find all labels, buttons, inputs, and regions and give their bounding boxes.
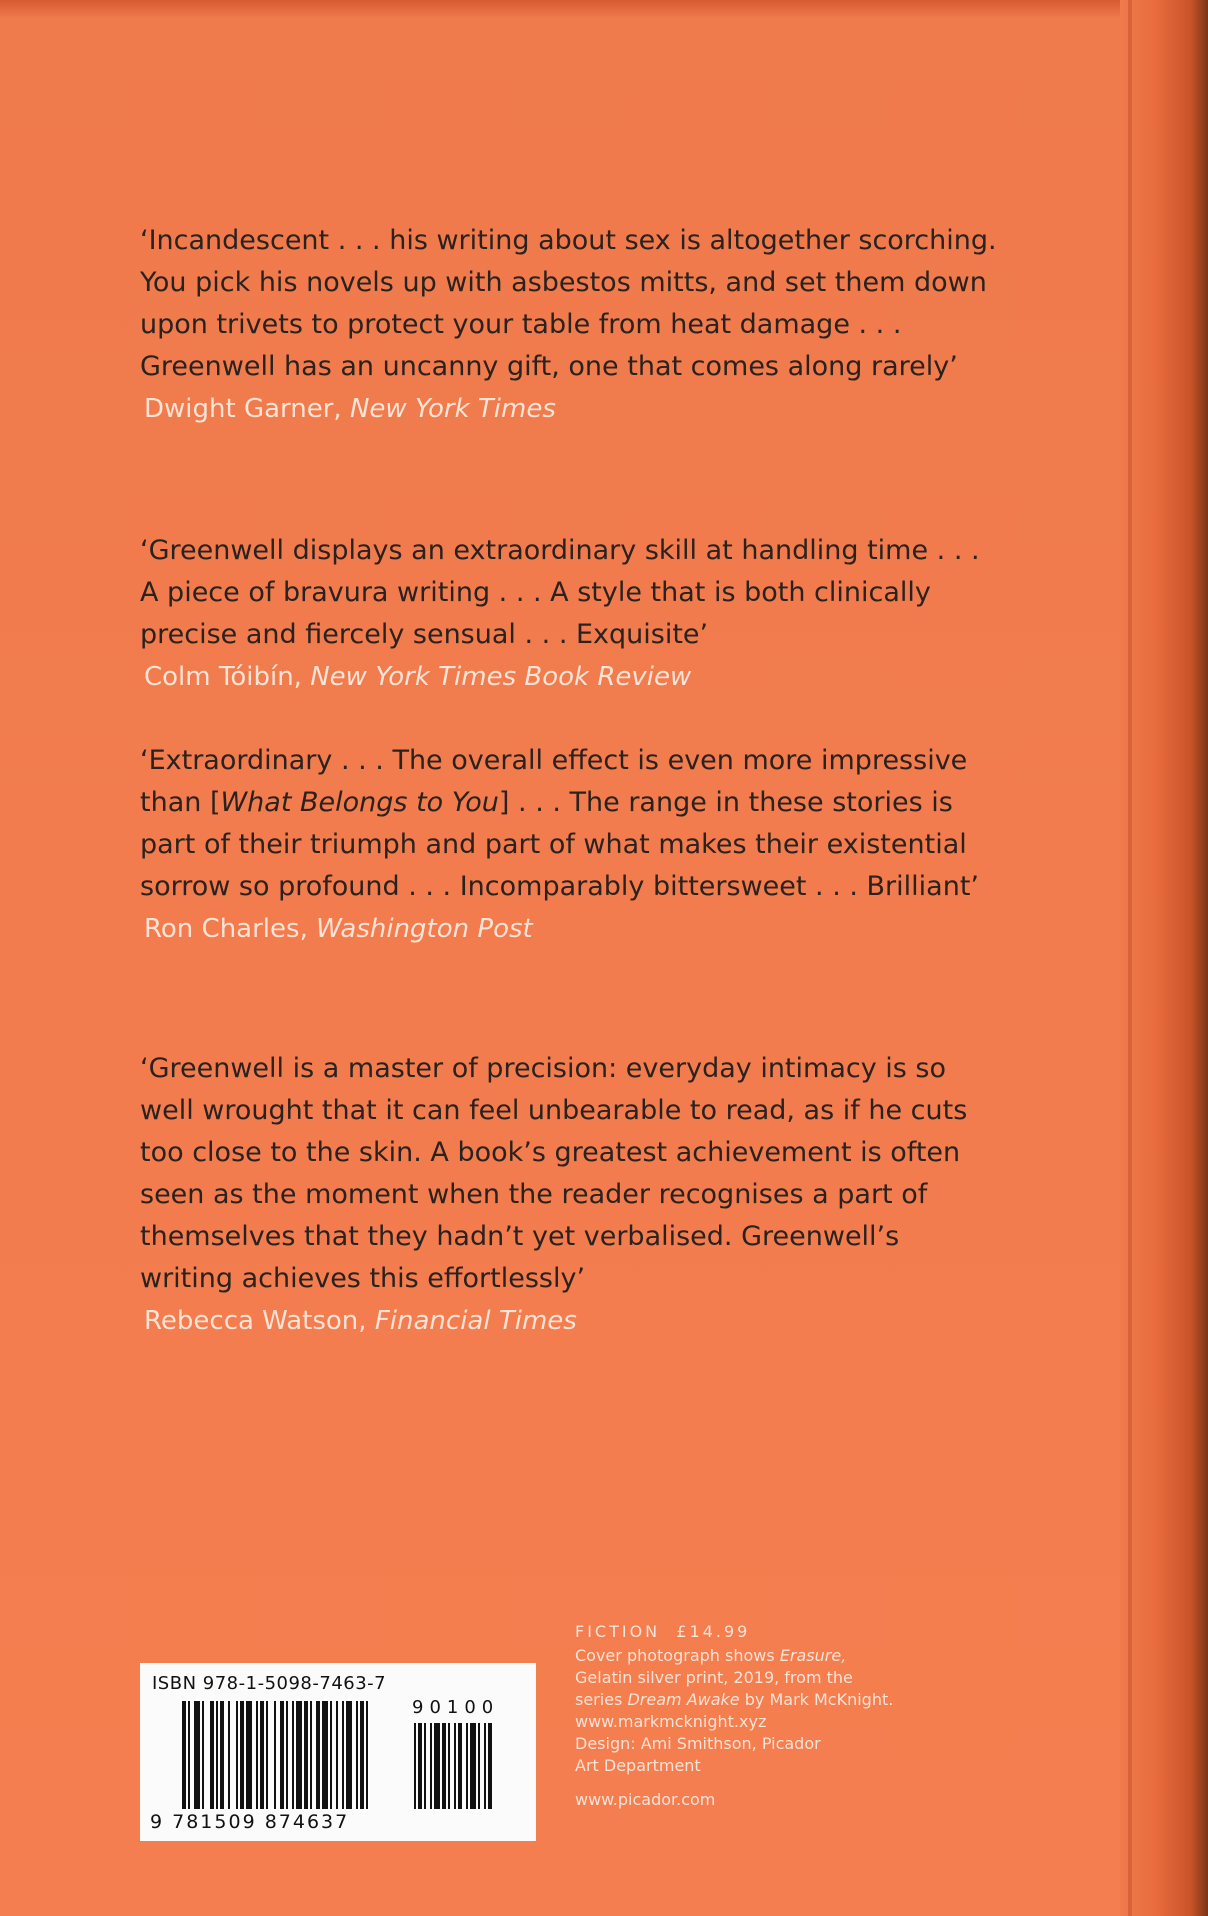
photo-credit-line: Gelatin silver print, 2019, from the [575,1668,853,1687]
quote-source: Financial Times [374,1306,577,1336]
photo-title: Erasure, [779,1646,847,1665]
barcode-price-code: 90100 [412,1697,500,1718]
quote-author: Ron Charles, [144,914,308,944]
photo-credit-text: by Mark McKnight. [744,1690,894,1709]
photo-credit-line [575,1689,935,1711]
quote-source: New York Times [349,394,556,424]
quote-author: Dwight Garner, [144,394,342,424]
quote-text: ‘Greenwell displays an extraordinary skill at handling time . . . A piece of bravura writing . . . A style that is both clinically precise and fiercely sensual . . . Exquisite’ [140,535,980,650]
isbn-barcode [140,1663,536,1841]
cover-top-edge [0,0,1160,18]
review-quote [140,530,1000,698]
spine-crease [1128,0,1132,1916]
quote-source: Washington Post [316,914,533,944]
photo-credit-text: Cover photograph shows [575,1646,775,1665]
publisher-website: www.picador.com [575,1790,716,1809]
category-price [575,1621,935,1643]
quote-attribution [144,908,1000,950]
barcode-digits: 9 781509 874637 [150,1811,350,1833]
series-title: Dream Awake [627,1690,740,1709]
quote-text-after: ] . . . The range in these stories is part of their triumph and part of what makes their existential sorrow so profound . . . Incomparably bittersweet . . . Brilliant’ [140,787,979,902]
category-label: FICTION [575,1622,661,1641]
quote-text [140,740,1000,908]
quote-author: Rebecca Watson, [144,1306,367,1336]
quote-attribution [144,656,1000,698]
review-quote [140,1048,1000,1342]
price-label: £14.99 [676,1622,751,1641]
quote-author: Colm Tóibín, [144,662,302,692]
book-spine [1120,0,1208,1916]
review-quote [140,220,1000,430]
cover-credits [575,1621,935,1811]
quote-attribution [144,388,1000,430]
photo-credit-text: series [575,1690,623,1709]
review-quote [140,740,1000,950]
quote-source: New York Times Book Review [310,662,692,692]
artist-website: www.markmcknight.xyz [575,1712,767,1731]
photo-credit-line [575,1645,935,1667]
quote-text: ‘Greenwell is a master of precision: everyday intimacy is so well wrought that it can feel unbearable to read, as if he cuts too close to the skin. A book’s greatest achievement is often seen as the moment when the reader recognises a part of themselves that they hadn’t yet verbalised. Greenwell’s writing achieves this effortlessly’ [140,1053,968,1294]
quote-attribution [144,1300,1000,1342]
quote-text-before: ‘Extraordinary . . . The overall effect is even more impressive than [ [140,745,968,818]
design-credit: Art Department [575,1756,701,1775]
isbn-number: ISBN 978-1-5098-7463-7 [152,1673,387,1694]
design-credit: Design: Ami Smithson, Picador [575,1734,821,1753]
quoted-book-title: What Belongs to You [220,787,499,818]
quote-text: ‘Incandescent . . . his writing about sex is altogether scorching. You pick his novels up with asbestos mitts, and set them down upon trivets to protect your table from heat damage . . . Greenwell has an uncanny gift, one that comes along rarely’ [140,225,997,382]
